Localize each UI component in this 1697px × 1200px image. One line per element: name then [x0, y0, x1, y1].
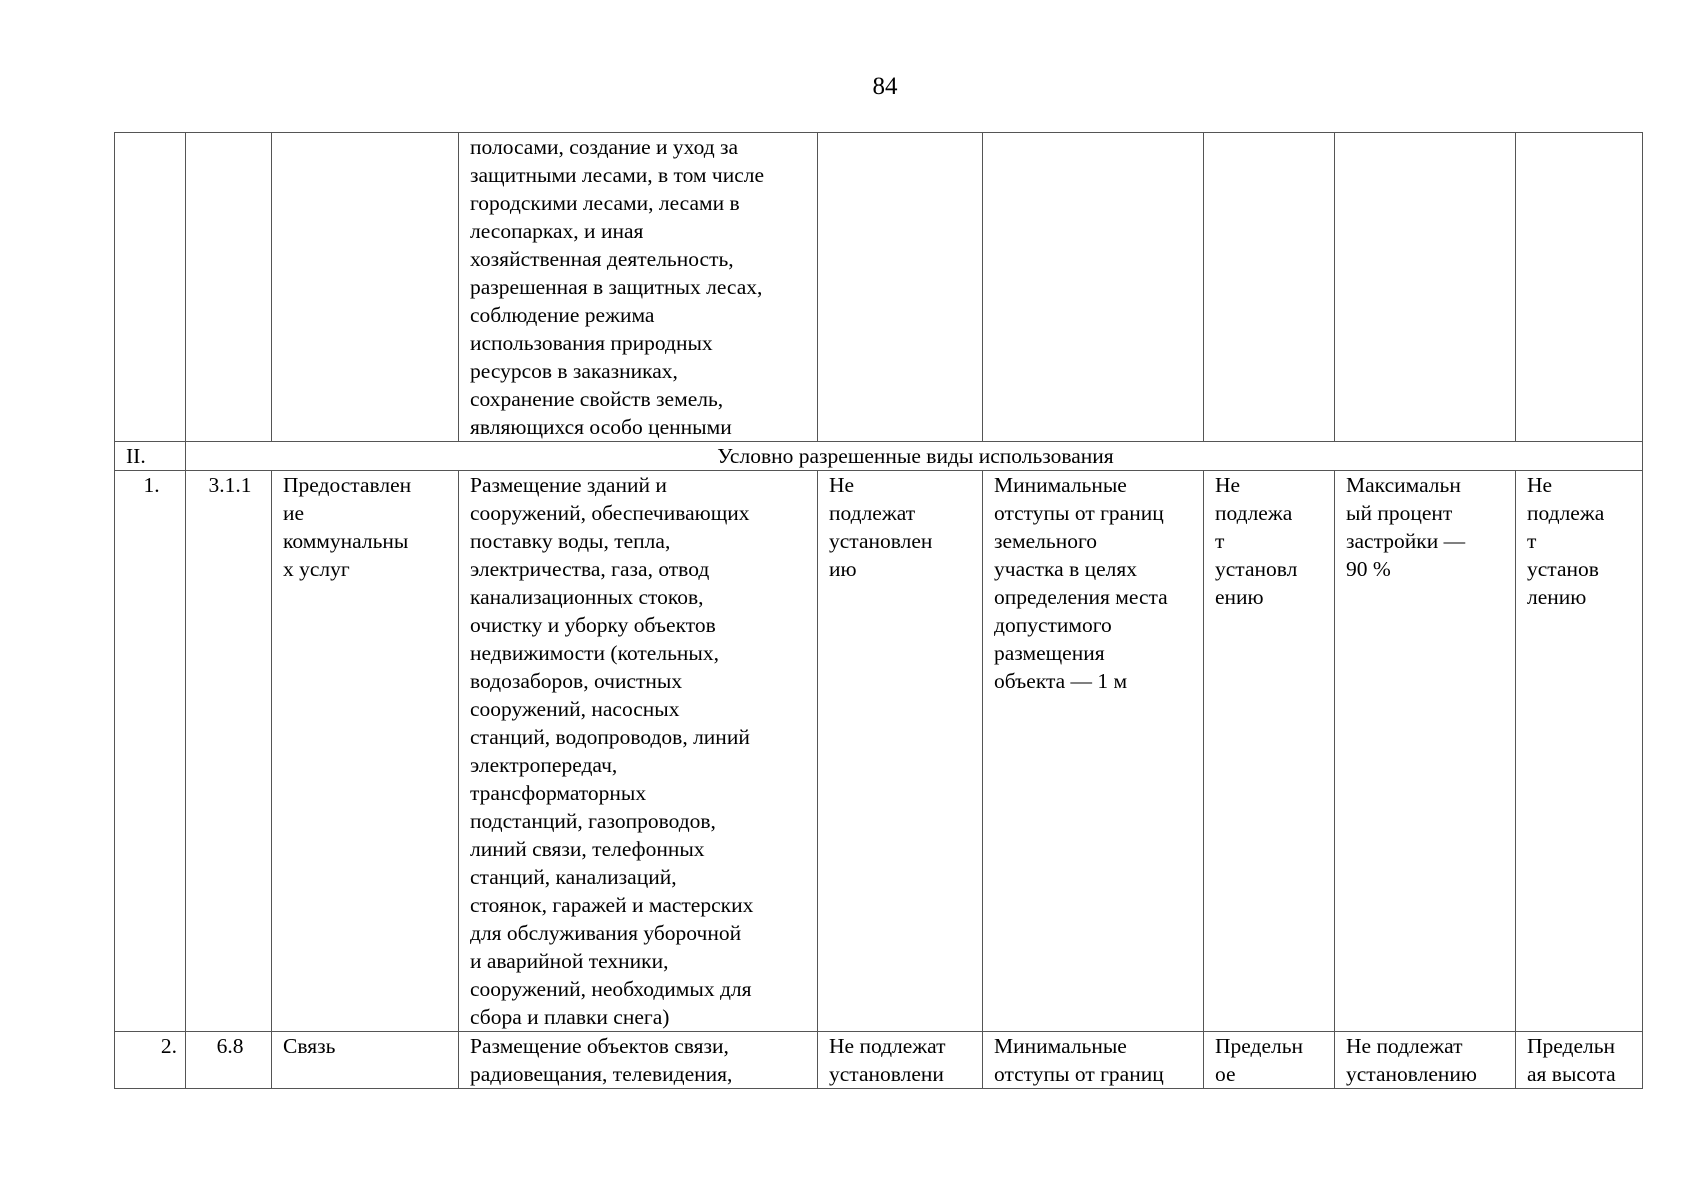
- section-number: II.: [115, 442, 186, 471]
- table-row: [115, 471, 1643, 1032]
- cell-empty: [115, 133, 186, 442]
- cell-empty: [272, 133, 459, 442]
- cell-description: Размещение объектов связи, радиовещания, телевидения,: [459, 1032, 818, 1089]
- cell-param-8: Не подлежат установлению: [1335, 1032, 1516, 1089]
- cell-name: Связь: [272, 1032, 459, 1089]
- table-row: [115, 1032, 1643, 1089]
- cell-empty: [1516, 133, 1643, 442]
- cell-empty: [1204, 133, 1335, 442]
- cell-empty: [983, 133, 1204, 442]
- cell-param-9: Предельн ая высота: [1516, 1032, 1643, 1089]
- cell-param-9: Не подлежа т установ лению: [1516, 471, 1643, 1032]
- cell-param-7: Предельн ое: [1204, 1032, 1335, 1089]
- cell-row-number: 1.: [115, 471, 186, 1032]
- cell-param-5: Не подлежат установлен ию: [818, 471, 983, 1032]
- section-header-row: [115, 442, 1643, 471]
- cell-param-7: Не подлежа т установл ению: [1204, 471, 1335, 1032]
- cell-code: 6.8: [186, 1032, 272, 1089]
- cell-param-6: Минимальные отступы от границ: [983, 1032, 1204, 1089]
- cell-code: 3.1.1: [186, 471, 272, 1032]
- land-use-table: [114, 132, 1643, 1089]
- cell-param-5: Не подлежат установлени: [818, 1032, 983, 1089]
- cell-row-number: 2.: [115, 1032, 186, 1089]
- cell-param-8: Максимальн ый процент застройки — 90 %: [1335, 471, 1516, 1032]
- page-number: 84: [872, 73, 898, 100]
- cell-empty: [1335, 133, 1516, 442]
- cell-param-6: Минимальные отступы от границ земельного участка в целях определения места допустимого размещения объекта — 1 м: [983, 471, 1204, 1032]
- cell-description: полосами, создание и уход за защитными лесами, в том числе городскими лесами, лесами в лесопарках, и иная хозяйственная деятельность, разрешенная в защитных лесах, соблюдение режима использования природных ресурсов в заказниках, сохранение свойств земель, являющихся особо ценными: [459, 133, 818, 442]
- cell-description: Размещение зданий и сооружений, обеспечивающих поставку воды, тепла, электричества, газа, отвод канализационных стоков, очистку и уборку объектов недвижимости (котельных, водозаборов, очистных сооружений, насосных станций, водопроводов, линий электропередач, трансформаторных подстанций, газопроводов, линий связи, телефонных станций, канализаций, стоянок, гаражей и мастерских для обслуживания уборочной и аварийной техники, сооружений, необходимых для сбора и плавки снега): [459, 471, 818, 1032]
- table-row-continuation: [115, 133, 1643, 442]
- cell-empty: [818, 133, 983, 442]
- section-title: Условно разрешенные виды использования: [186, 442, 1643, 471]
- cell-empty: [186, 133, 272, 442]
- cell-name: Предоставлен ие коммунальны х услуг: [272, 471, 459, 1032]
